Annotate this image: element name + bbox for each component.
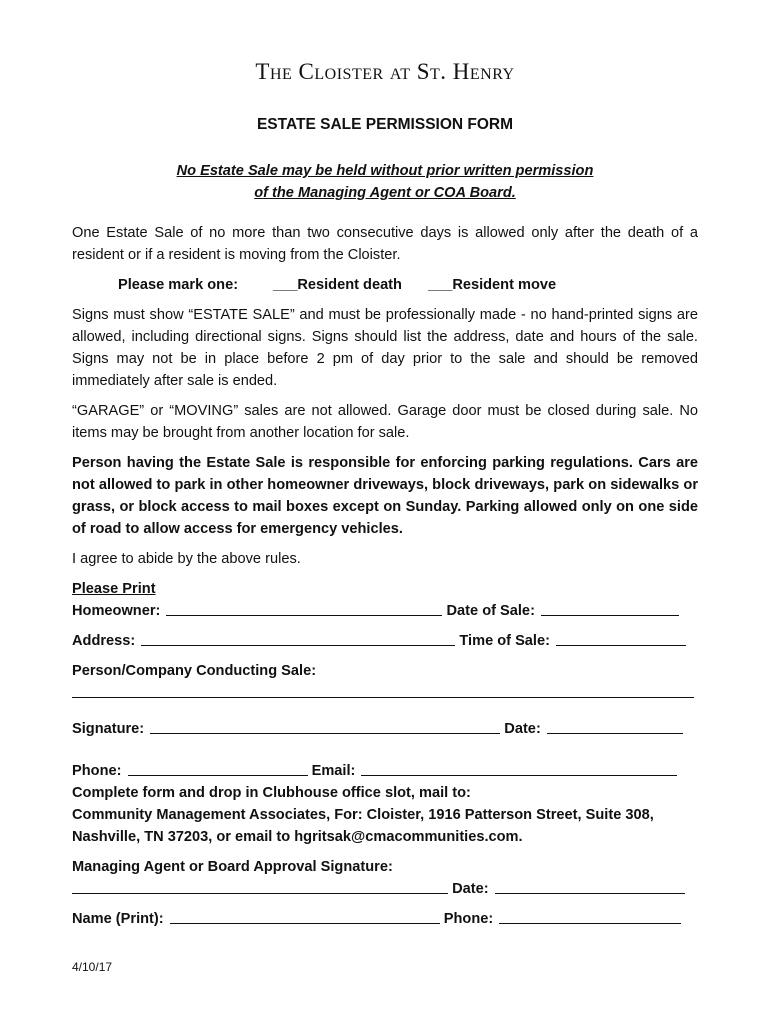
homeowner-row: Homeowner : Date of Sale : <box>72 600 698 622</box>
permission-notice <box>72 160 698 204</box>
resident-death-option[interactable]: ___Resident death <box>273 277 402 293</box>
date-of-sale-label: Date of Sale <box>446 603 531 619</box>
approval-date-label: Date: <box>452 881 489 897</box>
phone-field[interactable] <box>128 760 308 776</box>
signature-label: Signature: <box>72 721 145 737</box>
person-company-field[interactable] <box>72 682 694 698</box>
signature-date-field[interactable] <box>547 718 683 734</box>
form-page <box>72 56 698 930</box>
homeowner-field[interactable] <box>166 600 442 616</box>
person-company-line-row <box>72 682 698 698</box>
time-of-sale-label: Time of Sale: <box>459 633 550 649</box>
signs-paragraph: Signs must show “ESTATE SALE” and must be professionally made - no hand-printed signs are allowed, including directional signs. Signs should list the address, date and hours of the sale. Signs may not be in place before 2 pm of day prior to the sale and should be removed immediately after sale is ended. <box>72 307 698 389</box>
address-label: Address: <box>72 633 136 649</box>
approval-signature-field[interactable] <box>72 878 448 894</box>
address-row <box>72 630 698 652</box>
signature-row: Signature: Date : <box>72 718 698 740</box>
agree-paragraph: I agree to abide by the above rules. <box>72 551 301 567</box>
resident-move-option[interactable]: ___Resident move <box>427 277 557 293</box>
person-company-label: Person/Company Conducting Sale: <box>72 663 317 679</box>
approval-date-field[interactable] <box>495 878 685 894</box>
address-field[interactable] <box>141 630 455 646</box>
approval-phone-field[interactable] <box>499 908 681 924</box>
signature-date-label: Date <box>504 721 536 737</box>
instructions-line-3: Nashville, TN 37203, or email to hgritsak@cmacommunities.com. <box>72 829 523 845</box>
time-of-sale-field[interactable] <box>556 630 686 646</box>
approval-name-field[interactable] <box>170 908 440 924</box>
notice-line-1: No Estate Sale may be held without prior written permission <box>176 163 594 179</box>
instructions-line-2: Community Management Associates, For: Cloister, 1916 Patterson Street, Suite 308, <box>72 807 654 823</box>
approval-phone-label: Phone: <box>443 911 494 927</box>
approval-name-label: Name (Print): <box>72 911 164 927</box>
email-field[interactable] <box>361 760 677 776</box>
form-title: ESTATE SALE PERMISSION FORM <box>256 116 514 133</box>
garage-paragraph: “GARAGE” or “MOVING” sales are not allowed. Garage door must be closed during sale. No items may be brought from another location for sale. <box>72 403 698 441</box>
date-of-sale-field[interactable] <box>541 600 679 616</box>
instructions-line-1: Complete form and drop in Clubhouse office slot, mail to: <box>72 785 471 801</box>
community-title: The Cloister at St. Henry <box>255 59 515 84</box>
person-company-row <box>72 660 698 682</box>
please-print-heading: Please Print <box>72 581 156 597</box>
signature-field[interactable] <box>150 718 500 734</box>
revision-date: 4/10/17 <box>72 960 113 974</box>
homeowner-label: Homeowner <box>72 603 156 619</box>
mark-one-label: Please mark one: <box>118 277 239 293</box>
notice-line-2: of the Managing Agent or COA Board. <box>254 185 516 201</box>
intro-paragraph: One Estate Sale of no more than two consecutive days is allowed only after the death of a resident or if a resident is moving from the Cloister. <box>72 225 698 263</box>
phone-label: Phone: <box>72 763 122 779</box>
phone-email-row <box>72 760 698 782</box>
approval-signature-row <box>72 878 698 900</box>
email-label: Email: <box>311 763 356 779</box>
approval-signature-label: Managing Agent or Board Approval Signature: <box>72 859 393 875</box>
parking-paragraph: Person having the Estate Sale is responsible for enforcing parking regulations. Cars are not allowed to park in other homeowner driveways, block driveways, park on sidewalks or grass, or block access to mail boxes except on Sunday. Parking allowed only on one side of road to allow access for emergency vehicles. <box>72 455 698 537</box>
approval-name-row <box>72 908 698 930</box>
approval-label-row <box>72 856 698 878</box>
mark-one-row <box>72 274 698 296</box>
